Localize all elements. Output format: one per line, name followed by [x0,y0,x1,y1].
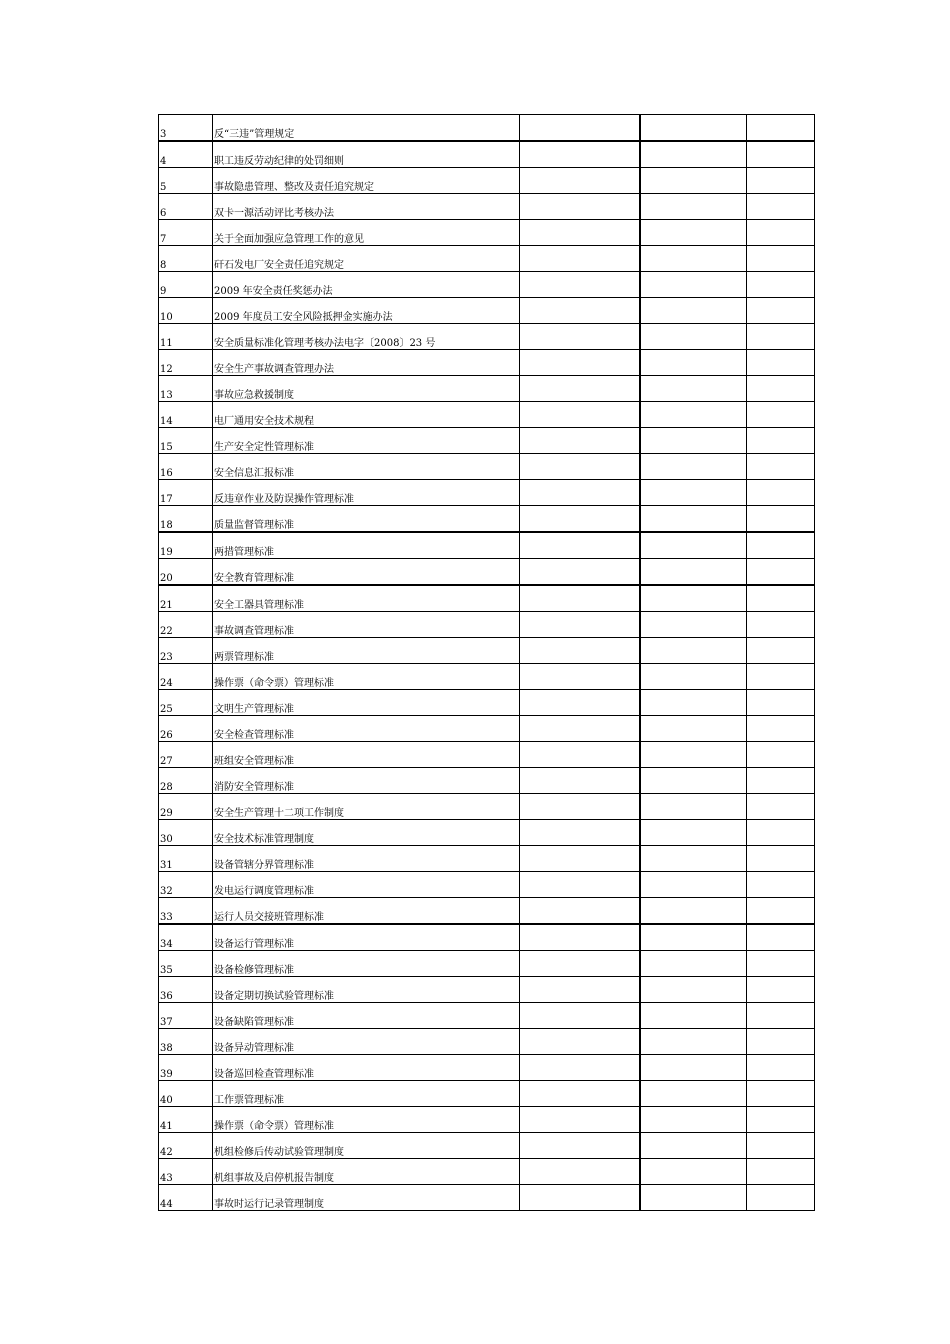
empty-cell-col-3 [520,428,641,454]
regulation-name-cell: 文明生产管理标准 [213,690,520,716]
row-number-cell: 20 [159,559,213,586]
empty-cell-col-3 [520,1003,641,1029]
regulation-name-cell: 设备异动管理标准 [213,1029,520,1055]
regulation-name-cell: 操作票（命令票）管理标准 [213,1107,520,1133]
regulation-name-cell: 职工违反劳动纪律的处罚细则 [213,141,520,168]
table-row [159,872,815,898]
empty-cell-col-5 [747,559,815,586]
empty-cell-col-3 [520,742,641,768]
regulation-name-cell: 2009 年度员工安全风险抵押金实施办法 [213,298,520,324]
regulation-name-cell: 操作票（命令票）管理标准 [213,664,520,690]
regulation-name-cell: 机组检修后传动试验管理制度 [213,1133,520,1159]
empty-cell-col-5 [747,480,815,506]
empty-cell-col-4 [640,559,747,586]
empty-cell-col-5 [747,532,815,559]
table-row [159,664,815,690]
regulation-name-cell: 安全质量标准化管理考核办法电字〔2008〕23 号 [213,324,520,350]
row-number-cell: 11 [159,324,213,350]
empty-cell-col-4 [640,350,747,376]
empty-cell-col-4 [640,1003,747,1029]
empty-cell-col-4 [640,168,747,194]
table-row [159,428,815,454]
empty-cell-col-3 [520,768,641,794]
regulation-name-cell: 事故隐患管理、整改及责任追究规定 [213,168,520,194]
row-number-cell: 22 [159,612,213,638]
empty-cell-col-3 [520,664,641,690]
empty-cell-col-5 [747,951,815,977]
regulation-name-cell: 安全教育管理标准 [213,559,520,586]
empty-cell-col-4 [640,924,747,951]
row-number-cell: 24 [159,664,213,690]
empty-cell-col-5 [747,1081,815,1107]
empty-cell-col-5 [747,820,815,846]
empty-cell-col-5 [747,977,815,1003]
empty-cell-col-4 [640,115,747,142]
empty-cell-col-4 [640,638,747,664]
empty-cell-col-4 [640,376,747,402]
empty-cell-col-4 [640,141,747,168]
table-row [159,298,815,324]
regulation-name-cell: 生产安全定性管理标准 [213,428,520,454]
empty-cell-col-3 [520,1055,641,1081]
regulation-name-cell: 2009 年安全责任奖惩办法 [213,272,520,298]
empty-cell-col-3 [520,1133,641,1159]
row-number-cell: 6 [159,194,213,220]
empty-cell-col-3 [520,246,641,272]
regulation-name-cell: 反违章作业及防误操作管理标准 [213,480,520,506]
row-number-cell: 32 [159,872,213,898]
empty-cell-col-4 [640,532,747,559]
empty-cell-col-4 [640,742,747,768]
empty-cell-col-3 [520,977,641,1003]
table-row [159,1055,815,1081]
empty-cell-col-4 [640,272,747,298]
table-row [159,612,815,638]
empty-cell-col-5 [747,298,815,324]
empty-cell-col-3 [520,1081,641,1107]
empty-cell-col-4 [640,872,747,898]
empty-cell-col-5 [747,1107,815,1133]
regulation-name-cell: 双卡一源活动评比考核办法 [213,194,520,220]
table-row [159,846,815,872]
empty-cell-col-4 [640,1029,747,1055]
regulation-name-cell: 安全技术标准管理制度 [213,820,520,846]
empty-cell-col-3 [520,872,641,898]
empty-cell-col-5 [747,324,815,350]
regulation-name-cell: 两票管理标准 [213,638,520,664]
empty-cell-col-3 [520,506,641,533]
empty-cell-col-5 [747,376,815,402]
empty-cell-col-4 [640,402,747,428]
table-row [159,246,815,272]
empty-cell-col-3 [520,1029,641,1055]
table-row [159,1029,815,1055]
table-row [159,559,815,586]
regulation-name-cell: 运行人员交接班管理标准 [213,898,520,925]
empty-cell-col-5 [747,428,815,454]
table-row [159,951,815,977]
empty-cell-col-4 [640,690,747,716]
table-row [159,272,815,298]
empty-cell-col-3 [520,690,641,716]
table-row [159,506,815,533]
empty-cell-col-3 [520,638,641,664]
empty-cell-col-4 [640,194,747,220]
row-number-cell: 9 [159,272,213,298]
empty-cell-col-4 [640,951,747,977]
table-row [159,194,815,220]
empty-cell-col-5 [747,1159,815,1185]
table-row [159,898,815,925]
regulation-name-cell: 设备巡回检查管理标准 [213,1055,520,1081]
empty-cell-col-4 [640,977,747,1003]
table-row [159,402,815,428]
empty-cell-col-5 [747,794,815,820]
empty-cell-col-5 [747,350,815,376]
row-number-cell: 25 [159,690,213,716]
row-number-cell: 37 [159,1003,213,1029]
empty-cell-col-5 [747,1029,815,1055]
regulation-name-cell: 关于全面加强应急管理工作的意见 [213,220,520,246]
row-number-cell: 26 [159,716,213,742]
regulation-name-cell: 安全检查管理标准 [213,716,520,742]
empty-cell-col-3 [520,820,641,846]
row-number-cell: 41 [159,1107,213,1133]
empty-cell-col-5 [747,638,815,664]
empty-cell-col-5 [747,1185,815,1211]
empty-cell-col-5 [747,690,815,716]
row-number-cell: 13 [159,376,213,402]
row-number-cell: 36 [159,977,213,1003]
table-row [159,1133,815,1159]
empty-cell-col-5 [747,872,815,898]
row-number-cell: 44 [159,1185,213,1211]
table-row [159,585,815,612]
empty-cell-col-3 [520,115,641,142]
row-number-cell: 23 [159,638,213,664]
table-row [159,532,815,559]
empty-cell-col-5 [747,454,815,480]
empty-cell-col-4 [640,220,747,246]
table-row [159,168,815,194]
regulation-name-cell: 矸石发电厂安全责任追究规定 [213,246,520,272]
regulation-name-cell: 电厂通用安全技术规程 [213,402,520,428]
empty-cell-col-3 [520,559,641,586]
empty-cell-col-5 [747,141,815,168]
row-number-cell: 28 [159,768,213,794]
regulation-name-cell: 工作票管理标准 [213,1081,520,1107]
empty-cell-col-4 [640,898,747,925]
table-row [159,220,815,246]
empty-cell-col-3 [520,1107,641,1133]
empty-cell-col-5 [747,168,815,194]
table-row [159,1159,815,1185]
empty-cell-col-3 [520,1185,641,1211]
empty-cell-col-5 [747,585,815,612]
regulation-name-cell: 安全生产管理十二项工作制度 [213,794,520,820]
empty-cell-col-3 [520,480,641,506]
table-row [159,768,815,794]
empty-cell-col-3 [520,141,641,168]
empty-cell-col-3 [520,402,641,428]
empty-cell-col-5 [747,768,815,794]
regulation-name-cell: 事故调查管理标准 [213,612,520,638]
regulation-name-cell: 机组事故及启停机报告制度 [213,1159,520,1185]
empty-cell-col-3 [520,220,641,246]
empty-cell-col-4 [640,1107,747,1133]
empty-cell-col-4 [640,820,747,846]
empty-cell-col-3 [520,532,641,559]
table-row [159,1003,815,1029]
row-number-cell: 34 [159,924,213,951]
empty-cell-col-5 [747,846,815,872]
empty-cell-col-3 [520,376,641,402]
row-number-cell: 10 [159,298,213,324]
table-row [159,690,815,716]
row-number-cell: 35 [159,951,213,977]
table-row [159,1107,815,1133]
empty-cell-col-4 [640,768,747,794]
regulation-name-cell: 班组安全管理标准 [213,742,520,768]
empty-cell-col-3 [520,1159,641,1185]
empty-cell-col-3 [520,272,641,298]
empty-cell-col-4 [640,846,747,872]
table-row [159,1185,815,1211]
row-number-cell: 18 [159,506,213,533]
empty-cell-col-3 [520,298,641,324]
empty-cell-col-3 [520,716,641,742]
row-number-cell: 8 [159,246,213,272]
empty-cell-col-3 [520,612,641,638]
empty-cell-col-4 [640,454,747,480]
regulation-name-cell: 质量监督管理标准 [213,506,520,533]
empty-cell-col-5 [747,1003,815,1029]
empty-cell-col-4 [640,1185,747,1211]
row-number-cell: 3 [159,115,213,142]
row-number-cell: 31 [159,846,213,872]
row-number-cell: 14 [159,402,213,428]
row-number-cell: 19 [159,532,213,559]
regulation-name-cell: 事故应急救援制度 [213,376,520,402]
empty-cell-col-5 [747,716,815,742]
empty-cell-col-5 [747,898,815,925]
regulation-name-cell: 两措管理标准 [213,532,520,559]
table-row [159,1081,815,1107]
empty-cell-col-4 [640,1133,747,1159]
empty-cell-col-3 [520,794,641,820]
empty-cell-col-3 [520,350,641,376]
table-row [159,924,815,951]
empty-cell-col-3 [520,168,641,194]
empty-cell-col-3 [520,898,641,925]
table-row [159,638,815,664]
empty-cell-col-5 [747,402,815,428]
empty-cell-col-3 [520,454,641,480]
regulation-name-cell: 设备管辖分界管理标准 [213,846,520,872]
row-number-cell: 16 [159,454,213,480]
row-number-cell: 7 [159,220,213,246]
table-row [159,820,815,846]
regulation-name-cell: 安全信息汇报标准 [213,454,520,480]
row-number-cell: 29 [159,794,213,820]
row-number-cell: 42 [159,1133,213,1159]
empty-cell-col-5 [747,924,815,951]
empty-cell-col-5 [747,220,815,246]
empty-cell-col-4 [640,585,747,612]
row-number-cell: 21 [159,585,213,612]
regulation-name-cell: 设备运行管理标准 [213,924,520,951]
empty-cell-col-4 [640,664,747,690]
regulation-name-cell: 设备检修管理标准 [213,951,520,977]
table-row [159,115,815,142]
row-number-cell: 40 [159,1081,213,1107]
empty-cell-col-5 [747,1133,815,1159]
empty-cell-col-5 [747,115,815,142]
table-body [159,115,815,1211]
table-row [159,350,815,376]
table-row [159,376,815,402]
regulation-name-cell: 设备缺陷管理标准 [213,1003,520,1029]
empty-cell-col-3 [520,194,641,220]
empty-cell-col-4 [640,716,747,742]
regulation-name-cell: 安全生产事故调查管理办法 [213,350,520,376]
empty-cell-col-5 [747,246,815,272]
empty-cell-col-4 [640,428,747,454]
row-number-cell: 15 [159,428,213,454]
table-row [159,742,815,768]
empty-cell-col-5 [747,664,815,690]
empty-cell-col-5 [747,612,815,638]
empty-cell-col-4 [640,794,747,820]
empty-cell-col-3 [520,585,641,612]
empty-cell-col-5 [747,272,815,298]
empty-cell-col-4 [640,1159,747,1185]
regulation-name-cell: 消防安全管理标准 [213,768,520,794]
row-number-cell: 27 [159,742,213,768]
row-number-cell: 5 [159,168,213,194]
table-row [159,480,815,506]
empty-cell-col-4 [640,324,747,350]
empty-cell-col-4 [640,298,747,324]
empty-cell-col-5 [747,742,815,768]
table-row [159,716,815,742]
row-number-cell: 38 [159,1029,213,1055]
regulation-name-cell: 安全工器具管理标准 [213,585,520,612]
row-number-cell: 4 [159,141,213,168]
regulations-table [158,114,815,1211]
empty-cell-col-3 [520,324,641,350]
empty-cell-col-4 [640,246,747,272]
row-number-cell: 39 [159,1055,213,1081]
empty-cell-col-5 [747,506,815,533]
empty-cell-col-4 [640,1055,747,1081]
table-row [159,454,815,480]
regulation-name-cell: 事故时运行记录管理制度 [213,1185,520,1211]
table-row [159,141,815,168]
empty-cell-col-4 [640,506,747,533]
regulation-name-cell: 设备定期切换试验管理标准 [213,977,520,1003]
row-number-cell: 17 [159,480,213,506]
row-number-cell: 12 [159,350,213,376]
empty-cell-col-4 [640,1081,747,1107]
row-number-cell: 33 [159,898,213,925]
empty-cell-col-3 [520,924,641,951]
empty-cell-col-5 [747,194,815,220]
empty-cell-col-4 [640,480,747,506]
empty-cell-col-3 [520,951,641,977]
empty-cell-col-5 [747,1055,815,1081]
table-row [159,977,815,1003]
regulation-name-cell: 反“三违”管理规定 [213,115,520,142]
regulation-name-cell: 发电运行调度管理标准 [213,872,520,898]
table-row [159,324,815,350]
row-number-cell: 43 [159,1159,213,1185]
row-number-cell: 30 [159,820,213,846]
table-row [159,794,815,820]
empty-cell-col-4 [640,612,747,638]
empty-cell-col-3 [520,846,641,872]
